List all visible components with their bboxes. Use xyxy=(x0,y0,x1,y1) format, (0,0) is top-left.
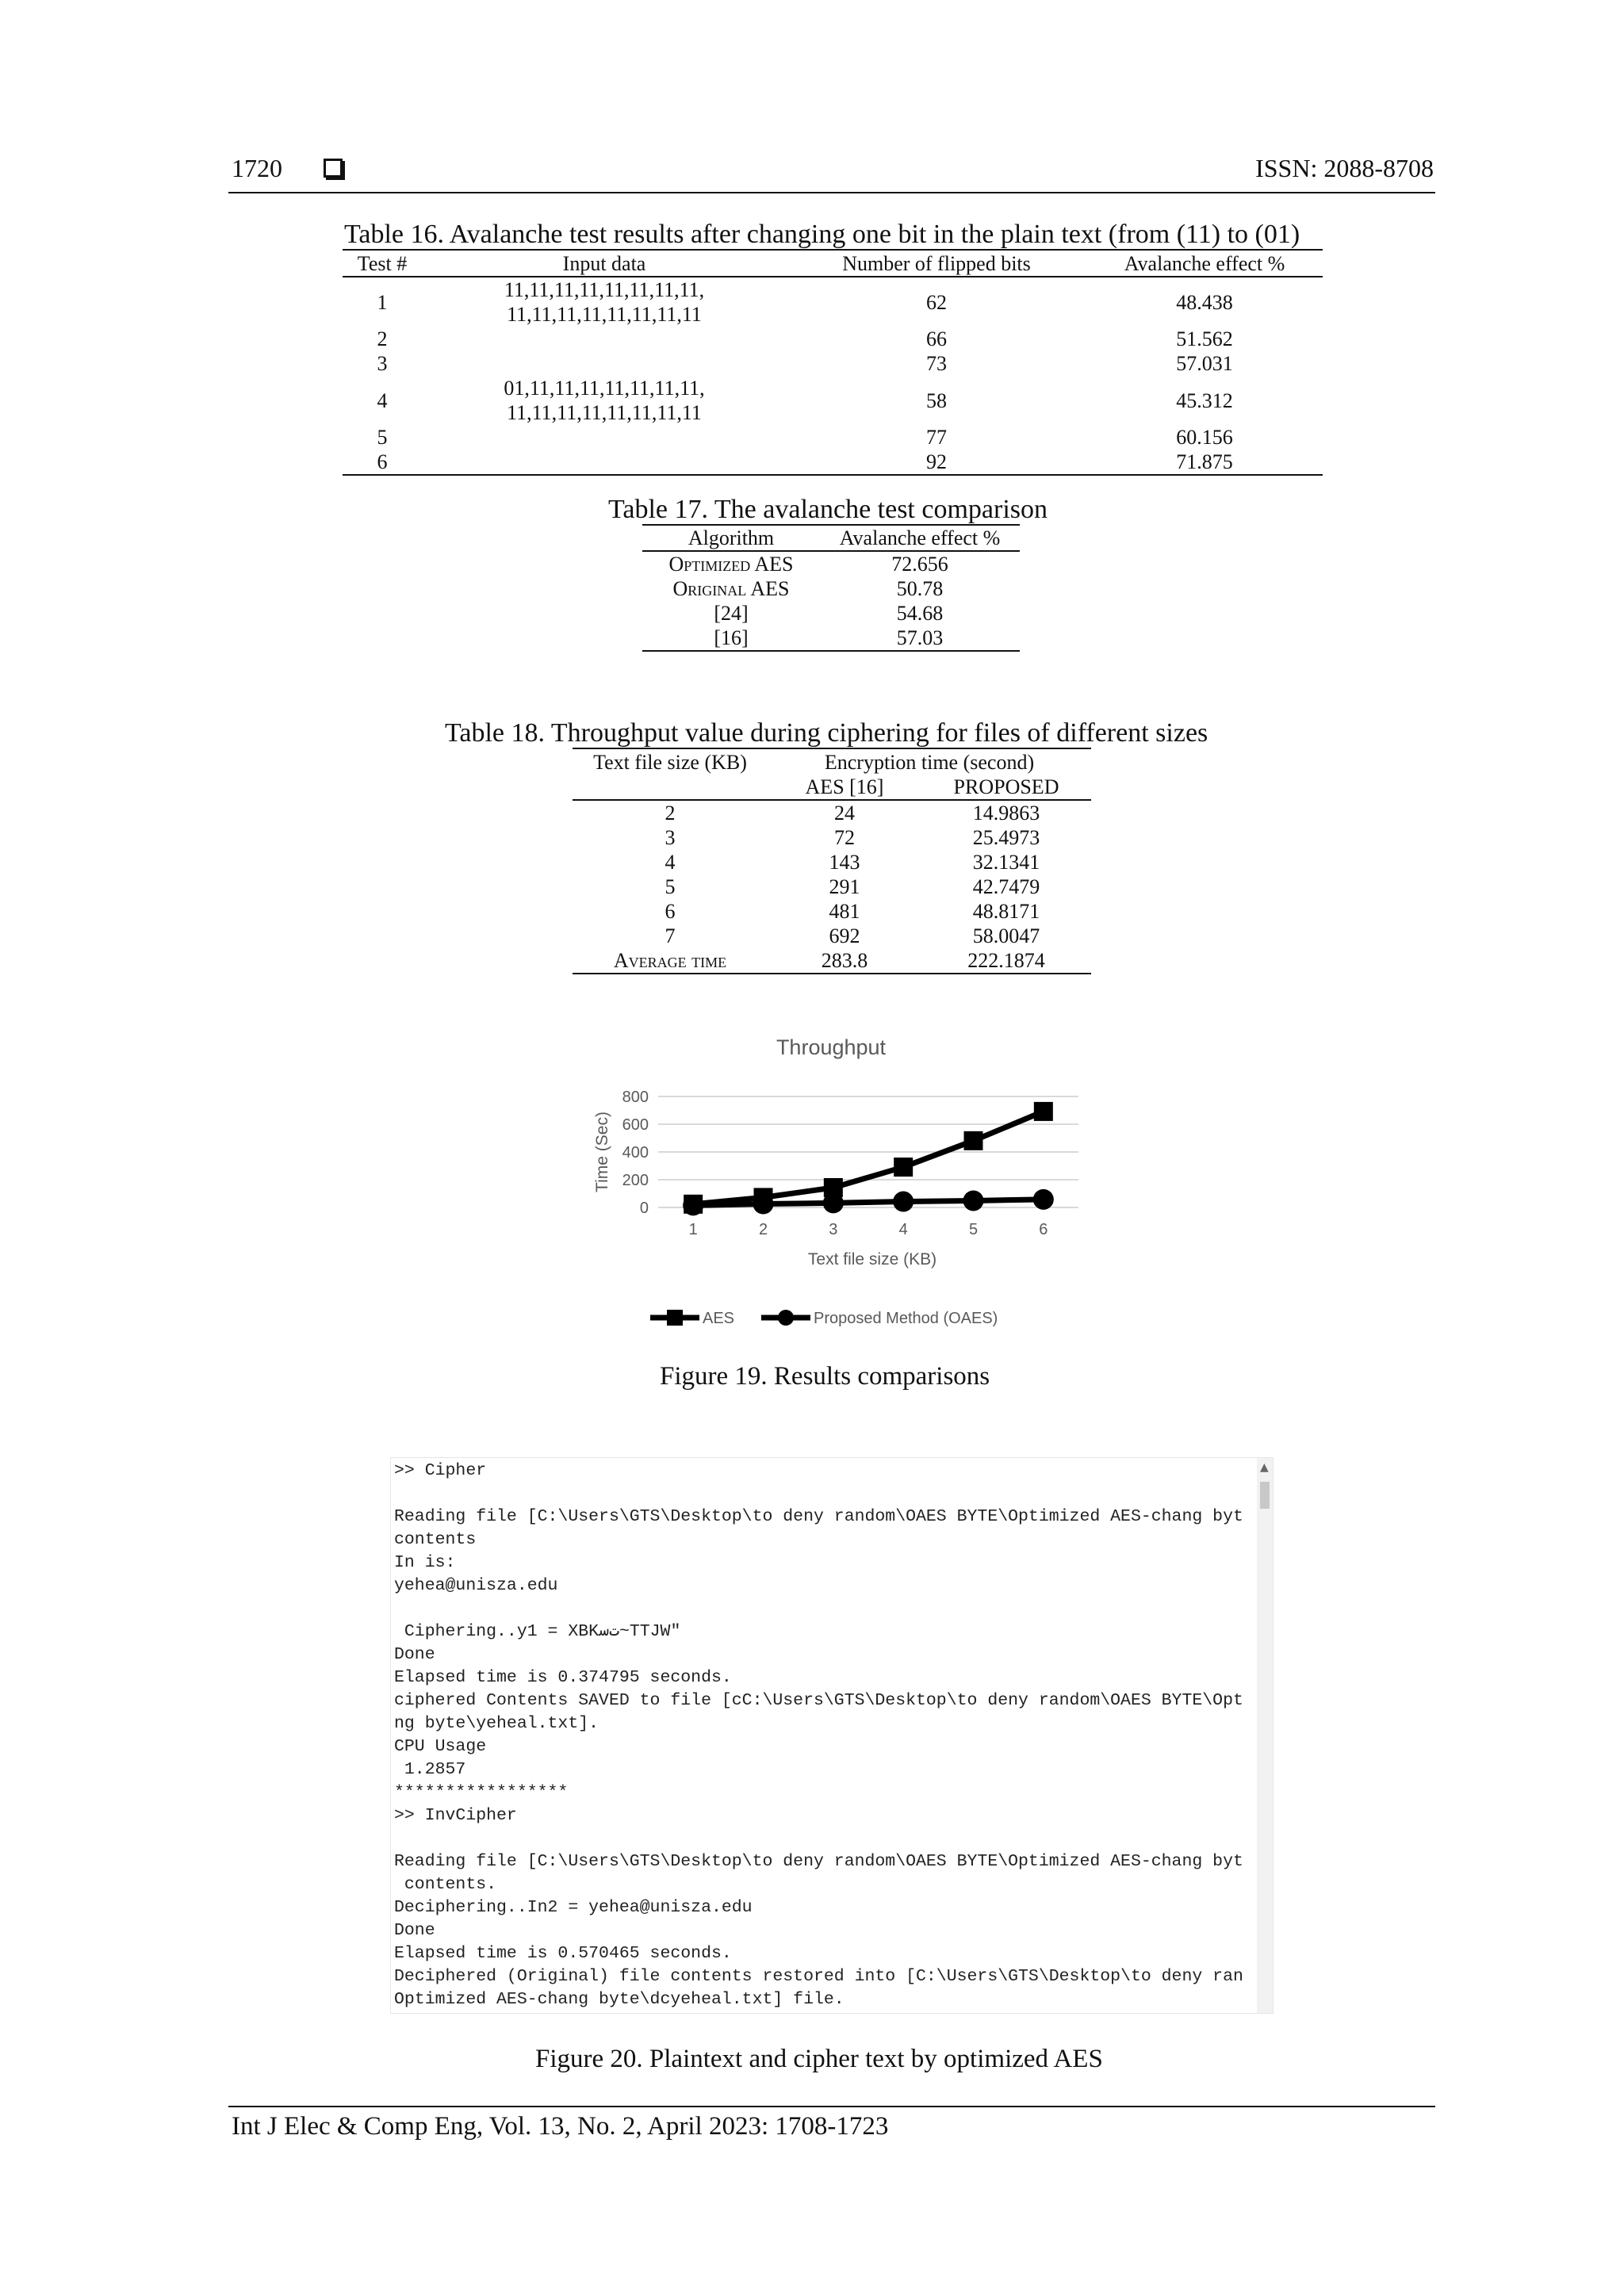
console-line: ciphered Contents SAVED to file [cC:\Users\GTS\Desktop\to deny random\OAES BYTE\Opt xyxy=(394,1691,1243,1710)
table16-row xyxy=(343,450,1323,475)
chart-series-group xyxy=(683,1102,1054,1215)
table17-cell-algorithm: [16] xyxy=(714,626,749,649)
console-line: Optimized AES-chang byte\dcyeheal.txt] file. xyxy=(394,1990,845,2009)
table18-cell-proposed: 42.7479 xyxy=(972,875,1040,898)
console-line xyxy=(394,1827,1255,1850)
chart-y-tick-label: 0 xyxy=(639,1200,649,1217)
table18-cell-aes: 481 xyxy=(829,900,860,923)
table17-cell-avalanche: 72.656 xyxy=(891,553,948,576)
chart-point-square xyxy=(964,1131,983,1150)
chart-x-tick-label: 2 xyxy=(758,1221,768,1238)
chart-y-tick-label: 800 xyxy=(622,1089,649,1106)
table16-cell-flipped: 62 xyxy=(926,290,947,314)
console-line: >> InvCipher xyxy=(394,1806,517,1825)
table18-cell-size: 3 xyxy=(665,826,676,849)
header-rule xyxy=(228,192,1435,193)
table18-cell-aes: 143 xyxy=(829,851,860,874)
table16-row xyxy=(343,351,1323,376)
table18-average-aes: 283.8 xyxy=(821,949,868,972)
table16-header-row xyxy=(343,251,1323,277)
issn: ISSN: 2088-8708 xyxy=(1255,154,1434,182)
chart-point-square xyxy=(1034,1102,1053,1121)
table17-row xyxy=(642,601,1020,626)
table18-average-label: Average time xyxy=(613,949,727,972)
chart-y-tick-label: 400 xyxy=(622,1144,649,1161)
table16-cell-avalanche: 60.156 xyxy=(1176,426,1233,449)
chart-point-circle xyxy=(1033,1189,1054,1210)
chart-y-tick-label: 200 xyxy=(622,1172,649,1189)
chart-legend-label: AES xyxy=(703,1310,735,1327)
table16-cell-input xyxy=(422,351,787,376)
table16-cell-test: 2 xyxy=(377,327,388,350)
table16-cell-flipped: 77 xyxy=(926,426,947,449)
console-line: 1.2857 xyxy=(394,1760,466,1779)
table18-top-rule xyxy=(573,748,1091,749)
console-line: Elapsed time is 0.374795 seconds. xyxy=(394,1668,732,1687)
table16 xyxy=(343,251,1323,476)
table17 xyxy=(642,526,1020,652)
chart-legend-circle-marker xyxy=(778,1310,794,1326)
chart-title: Throughput xyxy=(776,1035,887,1059)
table17-cell-avalanche: 54.68 xyxy=(896,602,944,625)
table17-cell-algorithm: [24] xyxy=(714,602,749,625)
table16-cell-avalanche: 51.562 xyxy=(1176,327,1233,350)
console-line: Deciphered (Original) file contents restored into [C:\Users\GTS\Desktop\to deny ran xyxy=(394,1967,1243,1986)
table16-cell-flipped: 92 xyxy=(926,450,947,473)
table18-cell-proposed: 14.9863 xyxy=(972,802,1040,825)
table17-row xyxy=(642,551,1020,576)
table16-cell-avalanche: 45.312 xyxy=(1176,388,1233,412)
table18-blank-header xyxy=(573,775,768,800)
console-line: contents xyxy=(394,1530,477,1549)
table16-cell-test: 1 xyxy=(377,290,388,314)
chart-point-circle xyxy=(963,1190,984,1211)
table18-row xyxy=(573,874,1091,899)
table18-cell-size: 7 xyxy=(665,924,676,947)
console-line: Ciphering..y1 = XBKﺕﺳ~TTJW" xyxy=(394,1622,681,1641)
table18-col-group: Encryption time (second) xyxy=(824,751,1035,774)
table18-caption: Table 18. Throughput value during ciphering for files of different sizes xyxy=(445,718,1208,748)
console-line: Done xyxy=(394,1645,435,1664)
chart-legend-label: Proposed Method (OAES) xyxy=(814,1310,998,1327)
table18-row xyxy=(573,850,1091,874)
table16-cell-flipped: 73 xyxy=(926,352,947,375)
console-line: >> Cipher xyxy=(394,1461,487,1480)
table16-col-test: Test # xyxy=(357,252,408,275)
table17-header-row xyxy=(642,526,1020,551)
table16-cell-test: 4 xyxy=(377,388,388,412)
table17-cell-algorithm: Optimized AES xyxy=(668,553,794,576)
table17-row xyxy=(642,626,1020,651)
console-line: ***************** xyxy=(394,1783,569,1802)
table18-cell-proposed: 58.0047 xyxy=(972,924,1040,947)
page-number: 1720 xyxy=(232,154,282,182)
table18-cell-aes: 291 xyxy=(829,875,860,898)
scroll-thumb[interactable] xyxy=(1260,1482,1270,1509)
chart-x-tick-label: 4 xyxy=(898,1221,908,1238)
chart-x-tick-label: 1 xyxy=(688,1221,698,1238)
table16-col-flipped: Number of flipped bits xyxy=(842,252,1031,275)
console-line: Reading file [C:\Users\GTS\Desktop\to deny random\OAES BYTE\Optimized AES-chang byt xyxy=(394,1507,1243,1526)
table16-cell-avalanche: 57.031 xyxy=(1176,352,1233,375)
throughput-chart xyxy=(555,1023,1094,1340)
chart-point-circle xyxy=(683,1195,703,1215)
table16-row xyxy=(343,376,1323,425)
chart-legend-square-marker xyxy=(667,1310,683,1326)
table16-cell-flipped: 58 xyxy=(926,388,947,412)
table16-cell-input: 11,11,11,11,11,11,11,11, 11,11,11,11,11,11,11,11 xyxy=(504,278,705,326)
chart-y-tick-labels xyxy=(622,1089,649,1217)
square-bullet-icon xyxy=(324,159,343,178)
footer-rule xyxy=(228,2106,1435,2107)
table18-row xyxy=(573,800,1091,825)
table18-col-proposed: PROPOSED xyxy=(953,775,1059,798)
figure19-caption: Figure 19. Results comparisons xyxy=(660,1362,990,1391)
console-screenshot xyxy=(390,1457,1274,2014)
console-line: Deciphering..In2 = yehea@unisza.edu xyxy=(394,1898,753,1917)
table18-row xyxy=(573,899,1091,924)
chart-y-axis-label: Time (Sec) xyxy=(593,1112,611,1192)
table18-cell-size: 6 xyxy=(665,900,676,923)
table18 xyxy=(573,750,1091,974)
table16-row xyxy=(343,277,1323,327)
scroll-up-arrow-icon[interactable]: ▲ xyxy=(1260,1461,1269,1474)
table17-col-avalanche: Avalanche effect % xyxy=(839,526,1001,549)
table18-cell-proposed: 25.4973 xyxy=(972,826,1040,849)
table16-cell-input xyxy=(422,450,787,475)
chart-point-circle xyxy=(753,1194,774,1215)
table16-cell-avalanche: 48.438 xyxy=(1176,290,1233,314)
table18-average-row xyxy=(573,948,1091,974)
footer-citation: Int J Elec & Comp Eng, Vol. 13, No. 2, April 2023: 1708-1723 xyxy=(232,2112,889,2141)
table18-cell-proposed: 32.1341 xyxy=(972,851,1040,874)
console-line: contents. xyxy=(394,1875,497,1894)
console-line: CPU Usage xyxy=(394,1737,487,1756)
table17-cell-avalanche: 50.78 xyxy=(896,577,944,600)
table18-cell-proposed: 48.8171 xyxy=(972,900,1040,923)
console-line: Elapsed time is 0.570465 seconds. xyxy=(394,1944,732,1963)
table16-cell-avalanche: 71.875 xyxy=(1176,450,1233,473)
table18-cell-size: 5 xyxy=(665,875,676,898)
table17-cell-avalanche: 57.03 xyxy=(896,626,944,649)
chart-legend xyxy=(650,1310,998,1327)
chart-series-line-0 xyxy=(693,1112,1044,1204)
chart-x-axis-label: Text file size (KB) xyxy=(807,1250,937,1269)
chart-x-tick-label: 3 xyxy=(829,1221,838,1238)
console-line: In is: xyxy=(394,1553,456,1572)
table17-cell-algorithm: Original AES xyxy=(672,577,790,600)
console-line xyxy=(394,1483,1255,1506)
table17-caption: Table 17. The avalanche test comparison xyxy=(608,495,1048,524)
table18-cell-size: 4 xyxy=(665,851,676,874)
table16-caption: Table 16. Avalanche test results after changing one bit in the plain text (from (11) to (01) xyxy=(344,220,1300,249)
chart-x-tick-label: 6 xyxy=(1039,1221,1048,1238)
console-output xyxy=(394,1460,1255,2011)
table17-row xyxy=(642,576,1020,601)
table18-cell-aes: 692 xyxy=(829,924,860,947)
table16-cell-input xyxy=(422,425,787,450)
table18-col-aes: AES [16] xyxy=(805,775,884,798)
table18-header-row-2 xyxy=(573,775,1091,800)
table16-row xyxy=(343,327,1323,351)
table16-col-input: Input data xyxy=(562,252,646,275)
console-line: yehea@unisza.edu xyxy=(394,1576,558,1595)
chart-y-tick-label: 600 xyxy=(622,1116,649,1134)
table18-cell-size: 2 xyxy=(665,802,676,825)
console-line: ng byte\yeheal.txt]. xyxy=(394,1714,599,1733)
chart-x-tick-labels xyxy=(689,1221,1048,1238)
table16-cell-flipped: 66 xyxy=(926,327,947,350)
table16-cell-test: 5 xyxy=(377,426,388,449)
table16-row xyxy=(343,425,1323,450)
table18-row xyxy=(573,924,1091,948)
table16-cell-test: 3 xyxy=(377,352,388,375)
chart-point-circle xyxy=(893,1192,914,1212)
table16-col-avalanche: Avalanche effect % xyxy=(1124,252,1285,275)
chart-x-tick-label: 5 xyxy=(968,1221,979,1238)
chart-point-circle xyxy=(823,1192,844,1213)
console-line: Reading file [C:\Users\GTS\Desktop\to deny random\OAES BYTE\Optimized AES-chang byt xyxy=(394,1852,1243,1871)
chart-point-square xyxy=(894,1158,913,1177)
table18-cell-aes: 24 xyxy=(834,802,855,825)
table16-cell-input xyxy=(422,327,787,351)
table18-row xyxy=(573,825,1091,850)
table17-col-algorithm: Algorithm xyxy=(688,526,775,549)
table18-col-size: Text file size (KB) xyxy=(593,751,747,774)
table16-cell-input: 01,11,11,11,11,11,11,11, 11,11,11,11,11,11,11,11 xyxy=(504,377,705,424)
table16-cell-test: 6 xyxy=(377,450,388,473)
console-line: Done xyxy=(394,1921,435,1940)
figure20-caption: Figure 20. Plaintext and cipher text by optimized AES xyxy=(535,2045,1103,2073)
chart-gridlines xyxy=(658,1096,1078,1207)
table18-average-proposed: 222.1874 xyxy=(967,949,1045,972)
table16-top-rule xyxy=(343,249,1323,251)
table18-cell-aes: 72 xyxy=(834,826,855,849)
console-line xyxy=(394,1598,1255,1621)
table18-header-row-1 xyxy=(573,750,1091,775)
console-scrollbar[interactable] xyxy=(1257,1458,1273,2013)
